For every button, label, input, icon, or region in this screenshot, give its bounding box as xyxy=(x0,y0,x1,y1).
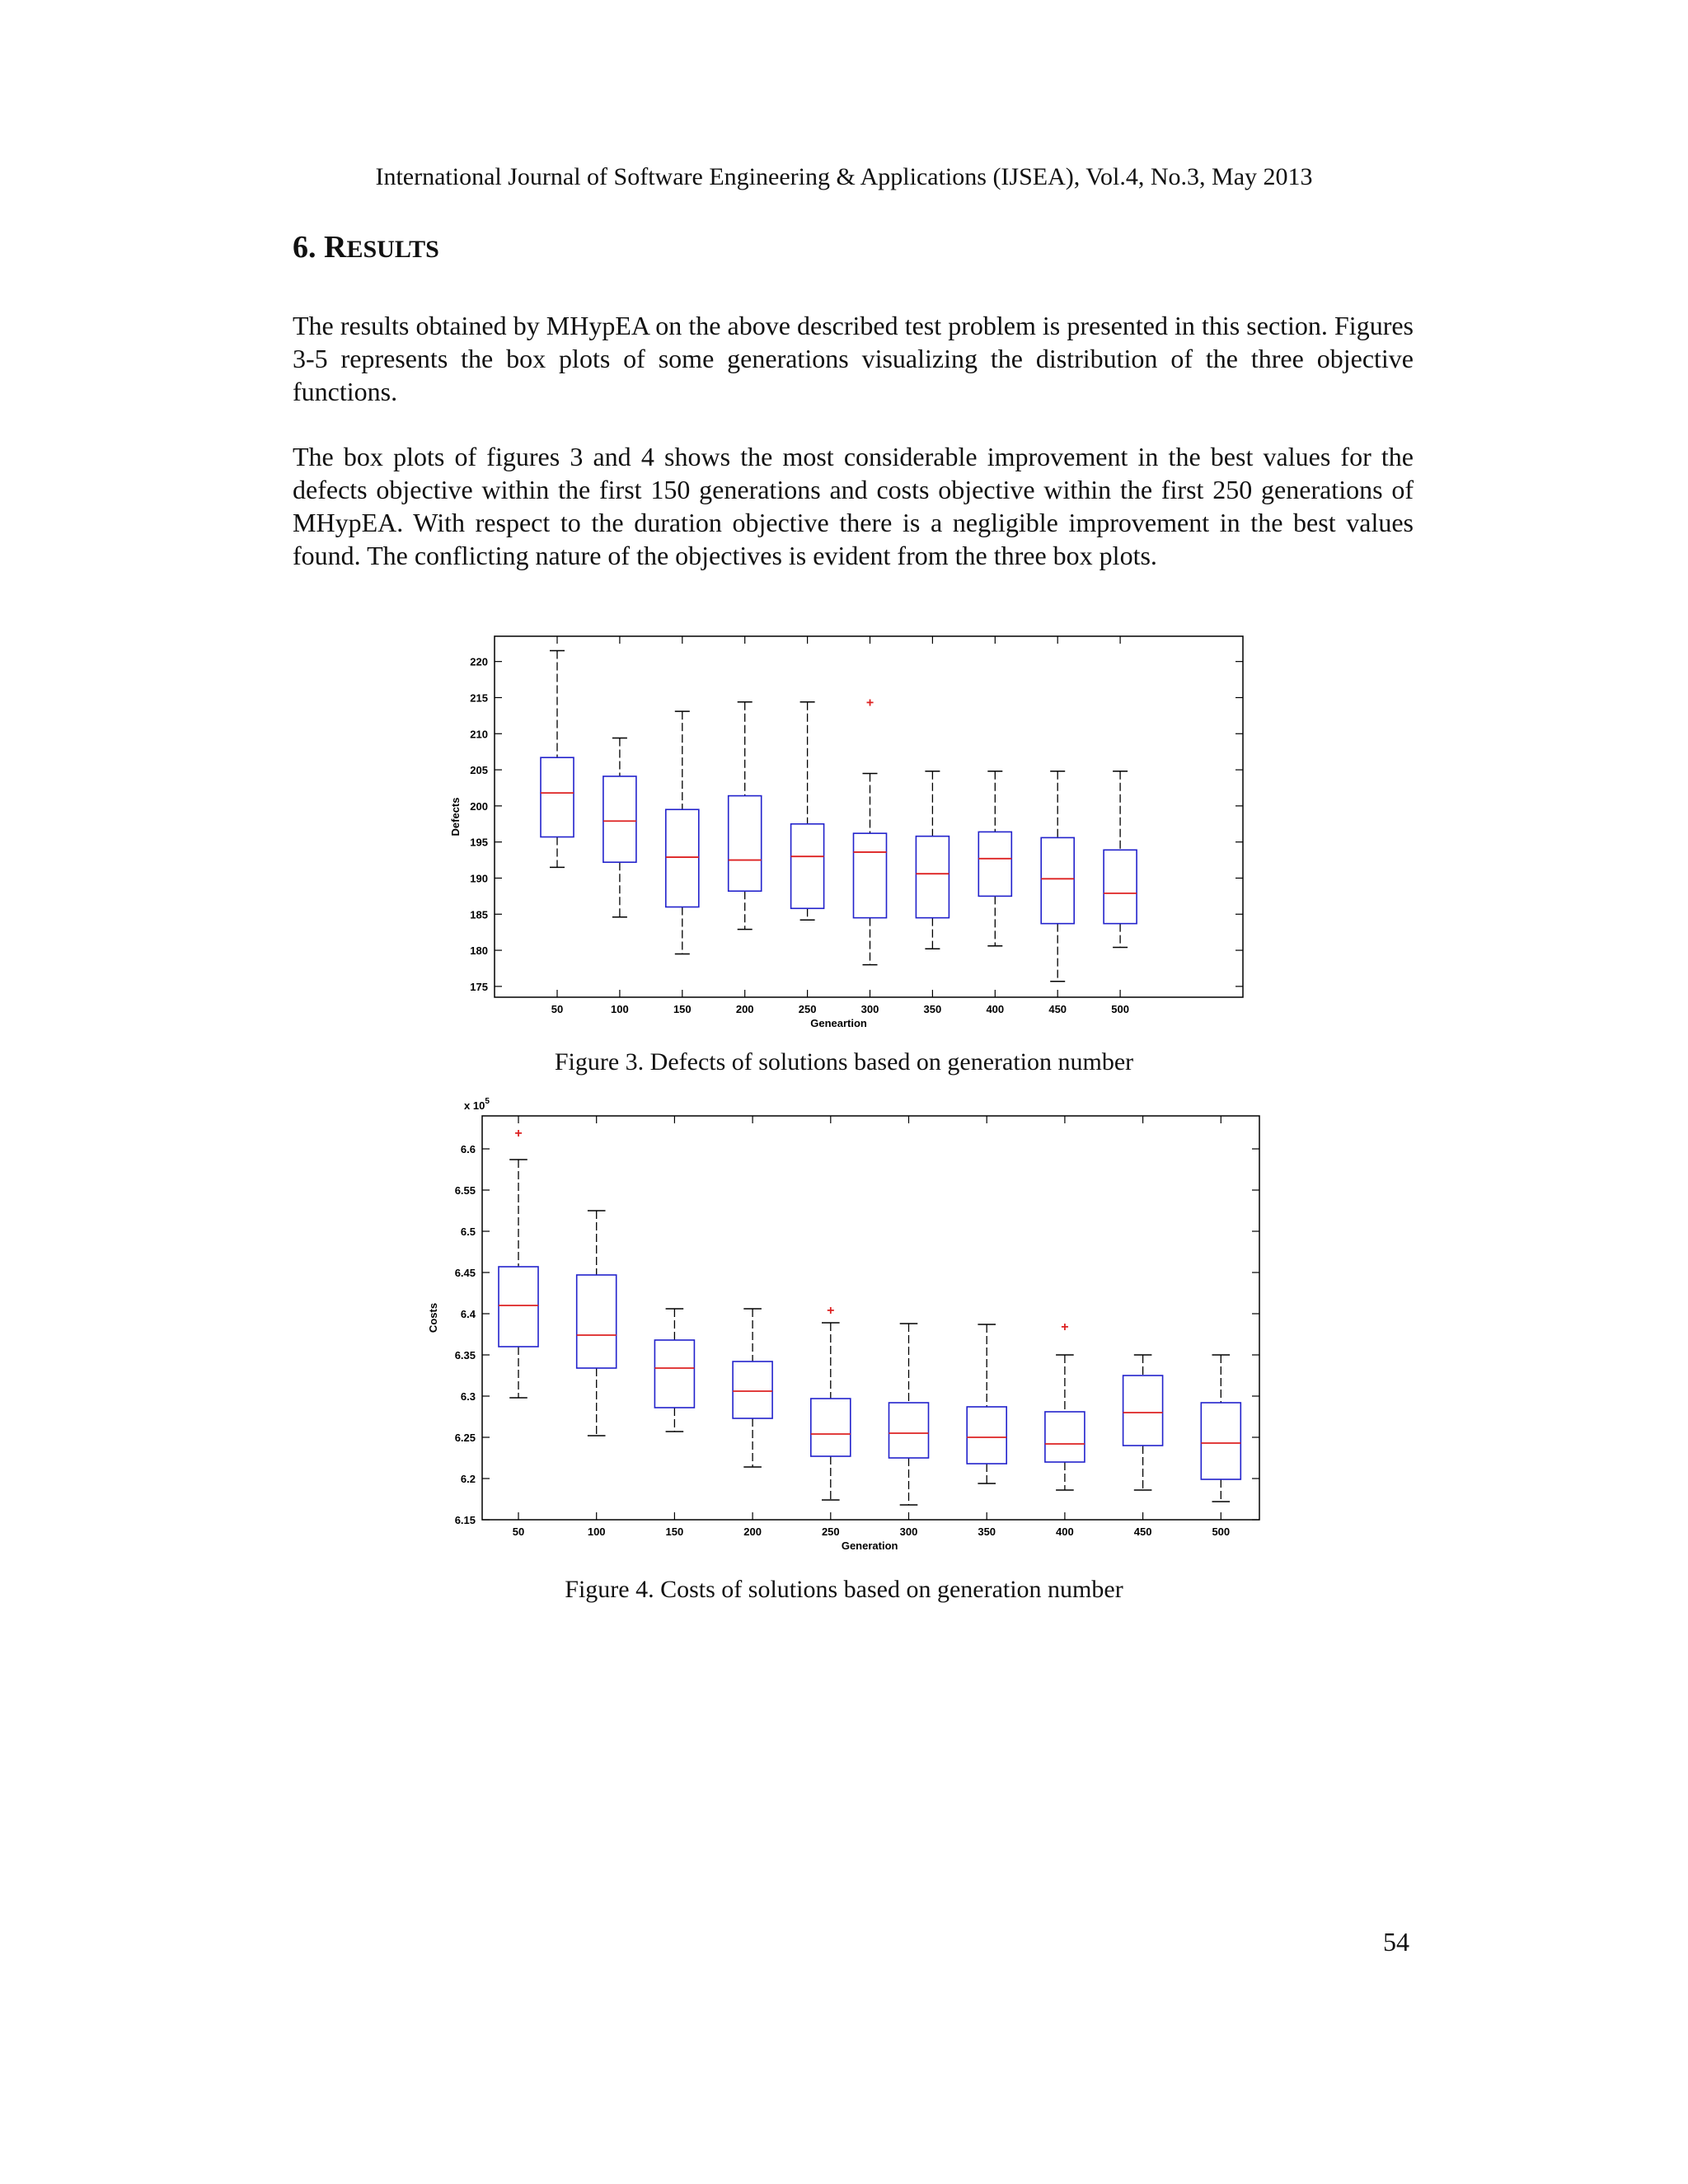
iqr-box xyxy=(1201,1403,1240,1479)
y-tick-label: 6.3 xyxy=(460,1390,476,1403)
x-tick-label: 200 xyxy=(735,1003,754,1015)
multiplier-base: x 10 xyxy=(464,1099,485,1112)
x-tick-label: 300 xyxy=(899,1526,918,1538)
y-tick-label: 6.25 xyxy=(454,1432,476,1444)
x-axis-label: Generation xyxy=(841,1540,898,1552)
y-axis-label: Costs xyxy=(427,1302,439,1333)
page-number: 54 xyxy=(1383,1927,1409,1957)
figure-3-caption: Figure 3. Defects of solutions based on generation number xyxy=(554,1048,1134,1076)
iqr-box xyxy=(978,832,1011,896)
results-paragraph-1: The results obtained by MHypEA on the above described test problem is presented in this section. Figures 3-5 represents the box plots of some generations visualizing the distribution of the three objective functions. xyxy=(293,311,1414,406)
y-axis-label: Defects xyxy=(449,797,462,837)
x-tick-label: 100 xyxy=(587,1526,606,1538)
x-tick-label: 300 xyxy=(860,1003,879,1015)
iqr-box xyxy=(603,776,636,862)
section-number: 6. xyxy=(293,230,316,265)
iqr-box xyxy=(1045,1412,1085,1462)
y-tick-label: 6.2 xyxy=(460,1473,476,1485)
iqr-box xyxy=(1104,850,1137,923)
iqr-box xyxy=(666,809,699,907)
y-tick-label: 6.55 xyxy=(454,1184,476,1197)
y-tick-label: 220 xyxy=(470,655,488,668)
y-tick-label: 210 xyxy=(470,728,488,741)
y-tick-label: 6.45 xyxy=(454,1267,476,1279)
iqr-box xyxy=(1123,1376,1163,1446)
y-tick-label: 200 xyxy=(470,799,488,813)
x-tick-label: 400 xyxy=(1056,1526,1074,1538)
figure-3-defects-boxplot xyxy=(0,626,1688,1038)
outlier-marker: + xyxy=(827,1304,835,1318)
x-tick-label: 350 xyxy=(978,1526,996,1538)
y-tick-label: 205 xyxy=(470,764,488,777)
y-tick-label: 180 xyxy=(470,944,488,958)
iqr-box xyxy=(541,757,574,837)
iqr-box xyxy=(499,1267,538,1347)
x-tick-label: 350 xyxy=(923,1003,942,1015)
y-multiplier-label xyxy=(464,1098,490,1112)
x-tick-label: 400 xyxy=(986,1003,1005,1015)
y-tick-label: 215 xyxy=(470,691,488,705)
x-tick-label: 150 xyxy=(665,1526,684,1538)
y-tick-label: 6.4 xyxy=(460,1308,476,1320)
x-tick-label: 450 xyxy=(1048,1003,1067,1015)
x-tick-label: 250 xyxy=(798,1003,817,1015)
iqr-box xyxy=(791,824,824,908)
results-paragraph-2: The box plots of figures 3 and 4 shows the most considerable improvement in the best values for the defects objective within the first 150 generations and costs objective within the first 250 generations of MHypEA. With respect to the duration objective there is a negligible improvement in the best values found. The conflicting nature of the objectives is evident from the three box plots. xyxy=(293,442,1414,570)
iqr-box xyxy=(811,1399,851,1456)
y-tick-label: 6.6 xyxy=(460,1143,476,1155)
x-tick-label: 250 xyxy=(821,1526,840,1538)
outlier-marker: + xyxy=(514,1127,523,1141)
section-heading xyxy=(293,229,439,265)
journal-header: International Journal of Software Engineering & Applications (IJSEA), Vol.4, No.3, May 2013 xyxy=(375,163,1313,190)
multiplier-exponent: 5 xyxy=(485,1098,490,1106)
y-tick-label: 195 xyxy=(470,836,488,849)
iqr-box xyxy=(654,1340,694,1408)
figure-4-costs-boxplot xyxy=(0,1098,1688,1559)
figure-4-caption: Figure 4. Costs of solutions based on generation number xyxy=(565,1576,1123,1603)
iqr-box xyxy=(729,796,762,892)
section-title-initial: R xyxy=(324,230,347,265)
y-tick-label: 6.35 xyxy=(454,1349,476,1361)
x-tick-label: 500 xyxy=(1111,1003,1129,1015)
y-tick-label: 6.15 xyxy=(454,1514,476,1526)
x-tick-label: 50 xyxy=(551,1003,564,1015)
x-tick-label: 150 xyxy=(673,1003,692,1015)
outlier-marker: + xyxy=(1061,1320,1069,1334)
y-tick-label: 185 xyxy=(470,908,488,921)
x-tick-label: 500 xyxy=(1212,1526,1231,1538)
y-tick-label: 190 xyxy=(470,872,488,885)
iqr-box xyxy=(733,1361,772,1418)
iqr-box xyxy=(967,1407,1006,1464)
iqr-box xyxy=(1041,837,1074,923)
outlier-marker: + xyxy=(865,696,874,710)
y-tick-label: 175 xyxy=(470,980,488,993)
iqr-box xyxy=(889,1403,929,1458)
x-tick-label: 200 xyxy=(743,1526,762,1538)
x-axis-label: Geneartion xyxy=(810,1017,867,1029)
iqr-box xyxy=(577,1275,617,1368)
x-tick-label: 50 xyxy=(512,1526,525,1538)
iqr-box xyxy=(854,833,887,917)
x-tick-label: 100 xyxy=(611,1003,629,1015)
x-tick-label: 450 xyxy=(1133,1526,1152,1538)
iqr-box xyxy=(916,837,949,918)
y-tick-label: 6.5 xyxy=(460,1226,476,1238)
section-title-rest: ESULTS xyxy=(346,236,439,263)
